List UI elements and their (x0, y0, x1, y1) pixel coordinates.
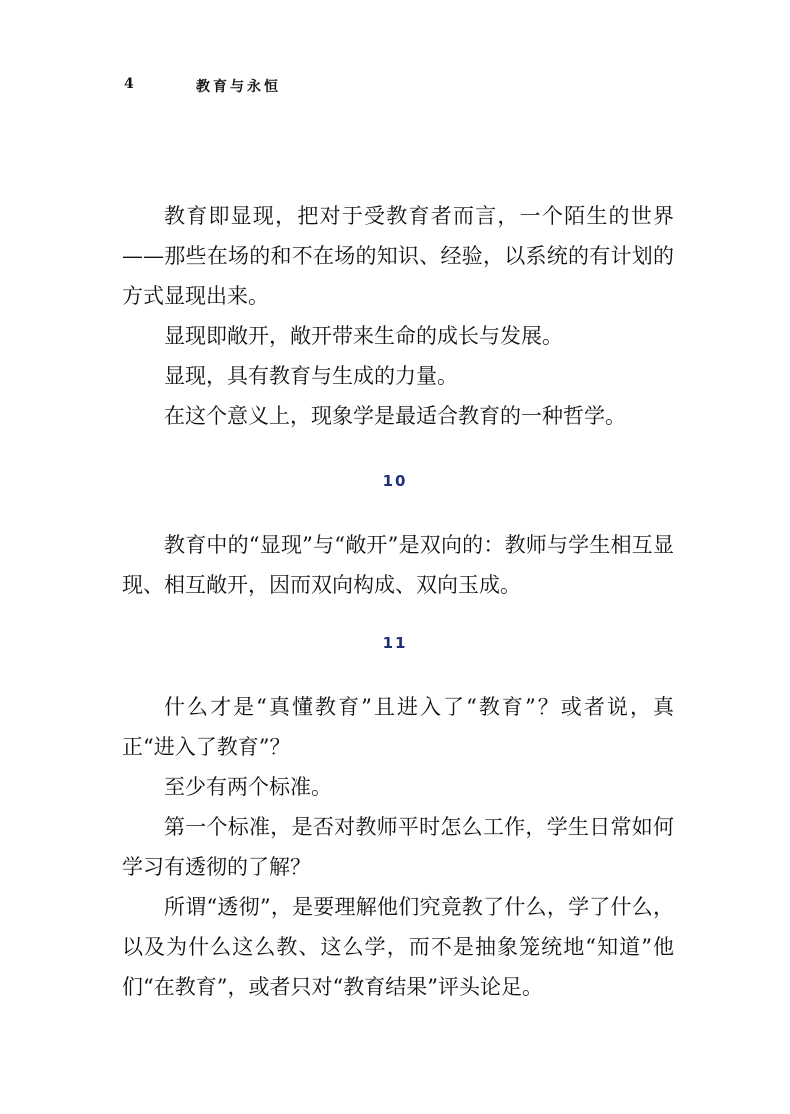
paragraph: 第一个标准，是否对教师平时怎么工作，学生日常如何学习有透彻的了解？ (122, 815, 674, 879)
paragraph: 至少有两个标准。 (164, 775, 332, 799)
paragraph: 教育即显现，把对于受教育者而言，一个陌生的世界——那些在场的和不在场的知识、经验，以系统的有计划的方式显现出来。 (122, 204, 674, 308)
paragraph: 在这个意义上，现象学是最适合教育的一种哲学。 (164, 404, 626, 428)
page-number: 4 (124, 76, 134, 92)
paragraph: 显现即敞开，敞开带来生命的成长与发展。 (164, 324, 563, 348)
page-header (124, 76, 524, 100)
paragraph: 所谓“透彻”，是要理解他们究竟教了什么，学了什么，以及为什么这么教、这么学，而不是抽象笼统地“知道”他们“在教育”，或者只对“教育结果”评头论足。 (122, 895, 674, 999)
paragraph: 教育中的“显现”与“敞开”是双向的：教师与学生相互显现、相互敞开，因而双向构成、双向玉成。 (122, 533, 674, 597)
paragraph: 显现，具有教育与生成的力量。 (164, 364, 458, 388)
section-11-text (122, 687, 674, 1007)
running-title: 教育与永恒 (196, 79, 281, 95)
paragraph: 什么才是“真懂教育”且进入了“教育”？或者说，真正“进入了教育”？ (122, 695, 674, 759)
section-number-10: 10 (382, 472, 408, 490)
section-top-text (122, 196, 674, 436)
section-number-11: 11 (382, 634, 408, 652)
section-10-text (122, 525, 674, 605)
